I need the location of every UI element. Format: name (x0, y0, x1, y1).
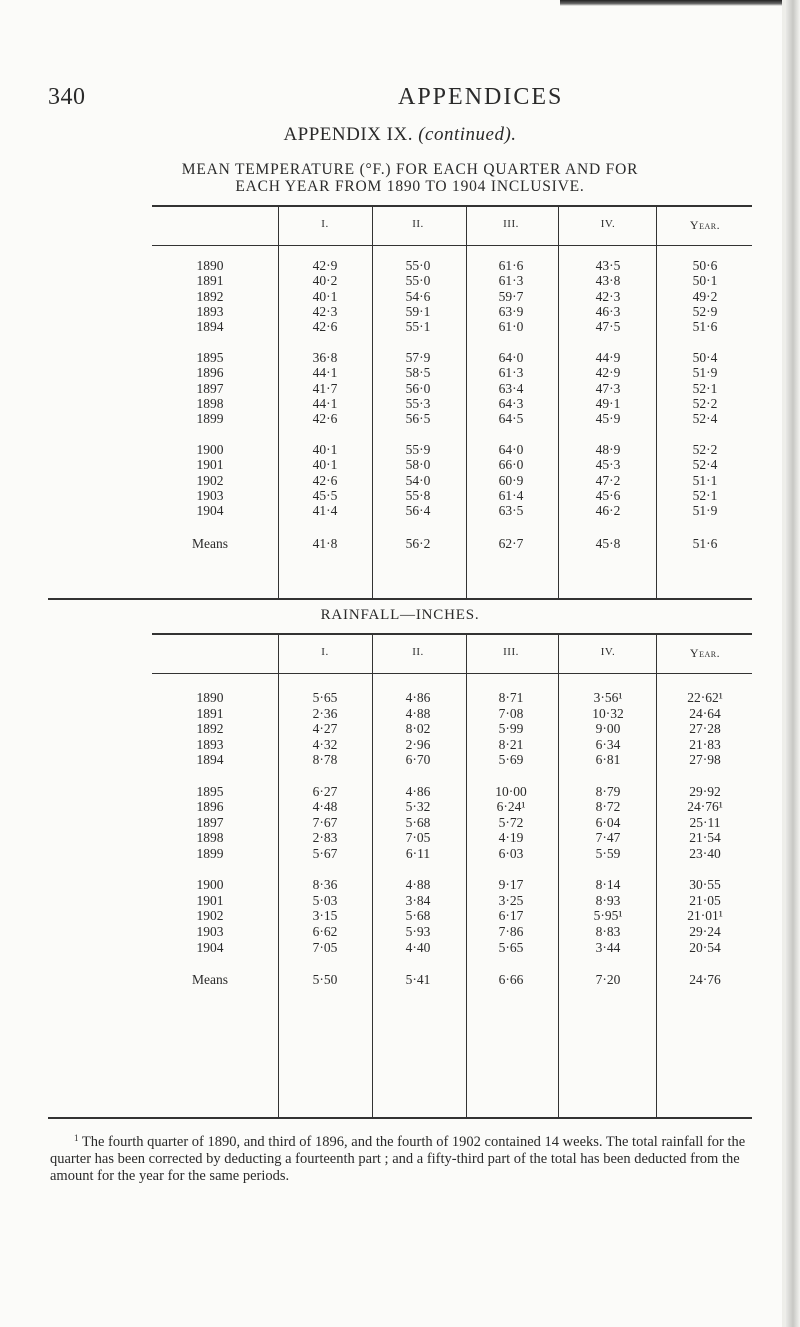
table-cell: 47·5 (595, 319, 621, 335)
row-year: 1891 (196, 705, 224, 721)
table-cell: 5·68 (405, 814, 431, 830)
row-year: 1899 (196, 846, 224, 861)
table-cell: 58·0 (405, 457, 431, 473)
table-cell: 22·62¹ (687, 690, 723, 705)
table-cell: 5·67 (312, 846, 338, 861)
means-cell: 56·2 (405, 535, 431, 551)
table-cell: 64·3 (498, 395, 524, 411)
table-cell: 60·9 (498, 472, 524, 488)
table-cell: 4·19 (498, 830, 524, 846)
row-year: 1902 (196, 908, 224, 924)
row-year: 1894 (196, 752, 224, 768)
table-cell: 49·2 (692, 288, 718, 304)
table-cell: 8·71 (498, 690, 524, 705)
appendix-title-main: APPENDIX IX. (283, 124, 413, 145)
means-cell: 41·8 (312, 535, 338, 551)
table-cell: 41·7 (312, 380, 338, 396)
column-header: IV. (600, 646, 616, 658)
means-cell: 51·6 (692, 535, 718, 551)
table-cell: 40·1 (312, 457, 338, 473)
table-cell: 40·2 (312, 273, 338, 289)
table-cell: 45·9 (595, 411, 621, 427)
table-cell: 51·1 (692, 472, 718, 488)
table-cell: 45·3 (595, 457, 621, 473)
column-header: I. (321, 218, 329, 230)
table-cell: 4·86 (405, 783, 431, 799)
table-cell: 24·64 (689, 705, 721, 721)
table-cell: 45·6 (595, 487, 621, 503)
table-cell: 4·27 (312, 721, 338, 737)
table-cell: 21·05 (689, 892, 721, 908)
table-cell: 21·83 (689, 736, 721, 752)
table-cell: 61·6 (498, 258, 524, 273)
row-year: 1892 (196, 721, 224, 737)
rainfall-heading: RAINFALL—INCHES. (320, 607, 480, 623)
table-cell: 8·93 (595, 892, 621, 908)
table-cell: 3·56¹ (593, 690, 623, 705)
table-cell: 5·68 (405, 908, 431, 924)
table-cell: 5·65 (312, 690, 338, 705)
table-cell: 4·32 (312, 736, 338, 752)
table-cell: 3·15 (312, 908, 338, 924)
table-cell: 45·5 (312, 487, 338, 503)
table-cell: 55·1 (405, 319, 431, 335)
table-cell: 61·4 (498, 487, 524, 503)
table-cell: 5·69 (498, 752, 524, 768)
table-cell: 55·0 (405, 258, 431, 273)
table-cell: 42·6 (312, 472, 338, 488)
row-year: 1897 (196, 380, 224, 396)
table-cell: 10·00 (495, 783, 527, 799)
means-label: Means (192, 972, 228, 988)
table-cell: 4·86 (405, 690, 431, 705)
table-cell: 64·5 (498, 411, 524, 427)
footnote-text: The fourth quarter of 1890, and third of 1896, and the fourth of 1902 contained 14 weeks. The total rainfall for the quarter has been corrected by deducting a fourteenth part ; and a fifty-third part of the total has been deducted from the amount for the year for the same periods. (50, 1134, 746, 1184)
table-cell: 43·8 (595, 273, 621, 289)
row-year: 1904 (196, 939, 224, 955)
table-cell: 5·95¹ (593, 908, 623, 924)
table-cell: 50·6 (692, 258, 718, 273)
table-cell: 3·44 (595, 939, 621, 955)
column-header: IV. (600, 218, 616, 230)
table-cell: 9·00 (595, 721, 621, 737)
scan-shadow (560, 0, 800, 6)
row-year: 1893 (196, 303, 224, 319)
table-cell: 6·62 (312, 924, 338, 939)
table-cell: 6·70 (405, 752, 431, 768)
table-cell: 5·59 (595, 846, 621, 861)
table-cell: 5·93 (405, 924, 431, 939)
means-cell: 62·7 (498, 535, 524, 551)
table-cell: 50·4 (692, 350, 718, 365)
column-header: II. (412, 218, 424, 230)
row-year: 1903 (196, 487, 224, 503)
table-cell: 51·6 (692, 319, 718, 335)
table-cell: 25·11 (689, 814, 721, 830)
table-cell: 55·9 (405, 442, 431, 457)
row-year: 1900 (196, 877, 224, 893)
table-cell: 6·17 (498, 908, 524, 924)
table-cell: 61·3 (498, 273, 524, 289)
table-cell: 64·0 (498, 442, 524, 457)
column-header: II. (412, 646, 424, 658)
table-cell: 4·88 (405, 877, 431, 893)
table-cell: 5·03 (312, 892, 338, 908)
page-header (0, 78, 800, 118)
table-cell: 9·17 (498, 877, 524, 893)
row-year: 1895 (196, 783, 224, 799)
table-header-rule (152, 245, 752, 246)
binding-edge (786, 0, 800, 1327)
table-cell: 61·3 (498, 365, 524, 381)
table-cell: 42·3 (312, 303, 338, 319)
row-year: 1893 (196, 736, 224, 752)
table-cell: 49·1 (595, 395, 621, 411)
table-cell: 46·3 (595, 303, 621, 319)
appendix-title-continued: (continued). (418, 124, 517, 145)
row-year: 1903 (196, 924, 224, 939)
table-cell: 20·54 (689, 939, 721, 955)
column-header: Year. (689, 646, 721, 660)
row-year: 1891 (196, 273, 224, 289)
table-cell: 63·9 (498, 303, 524, 319)
row-year: 1890 (196, 258, 224, 273)
table-cell: 44·1 (312, 365, 338, 381)
column-header: I. (321, 646, 329, 658)
table-cell: 56·0 (405, 380, 431, 396)
table-cell: 8·78 (312, 752, 338, 768)
row-year: 1902 (196, 472, 224, 488)
table-cell: 8·14 (595, 877, 621, 893)
table-cell: 7·08 (498, 705, 524, 721)
table-cell: 52·1 (692, 487, 718, 503)
table-cell: 30·55 (689, 877, 721, 893)
row-year: 1901 (196, 457, 224, 473)
running-title: APPENDICES (398, 84, 564, 110)
row-year: 1901 (196, 892, 224, 908)
row-year: 1896 (196, 799, 224, 815)
table-cell: 42·6 (312, 411, 338, 427)
table-bottom-rule (48, 598, 752, 600)
table-top-rule (152, 633, 752, 635)
table-cell: 51·9 (692, 503, 718, 519)
table-cell: 55·8 (405, 487, 431, 503)
table-cell: 55·0 (405, 273, 431, 289)
table-cell: 63·5 (498, 503, 524, 519)
means-label: Means (192, 535, 228, 551)
row-year: 1897 (196, 814, 224, 830)
table-cell: 42·9 (312, 258, 338, 273)
column-header: III. (503, 646, 519, 658)
table-cell: 2·83 (312, 830, 338, 846)
column-header: III. (503, 218, 519, 230)
table-cell: 6·24¹ (496, 799, 526, 815)
table-cell: 43·5 (595, 258, 621, 273)
table-cell: 5·65 (498, 939, 524, 955)
table-top-rule (152, 205, 752, 207)
table-cell: 6·04 (595, 814, 621, 830)
table-cell: 2·96 (405, 736, 431, 752)
table-cell: 52·2 (692, 395, 718, 411)
table-cell: 5·99 (498, 721, 524, 737)
table-cell: 44·9 (595, 350, 621, 365)
means-cell: 45·8 (595, 535, 621, 551)
table-cell: 59·1 (405, 303, 431, 319)
table-cell: 5·72 (498, 814, 524, 830)
table-cell: 51·9 (692, 365, 718, 381)
table-cell: 50·1 (692, 273, 718, 289)
table-cell: 7·67 (312, 814, 338, 830)
table-cell: 64·0 (498, 350, 524, 365)
table-cell: 29·92 (689, 783, 721, 799)
column-header: Year. (689, 218, 721, 232)
table-cell: 8·83 (595, 924, 621, 939)
page-number: 340 (48, 84, 86, 110)
table-cell: 4·48 (312, 799, 338, 815)
temperature-heading-line1: MEAN TEMPERATURE (°F.) FOR EACH QUARTER AND FOR (181, 161, 639, 178)
table-cell: 6·03 (498, 846, 524, 861)
table-cell: 52·2 (692, 442, 718, 457)
table-cell: 48·9 (595, 442, 621, 457)
table-cell: 2·36 (312, 705, 338, 721)
table-cell: 40·1 (312, 442, 338, 457)
column-divider (558, 633, 559, 1117)
table-cell: 47·3 (595, 380, 621, 396)
table-cell: 7·47 (595, 830, 621, 846)
table-cell: 57·9 (405, 350, 431, 365)
footnote (50, 1130, 762, 1185)
means-cell: 6·66 (498, 972, 524, 988)
table-cell: 66·0 (498, 457, 524, 473)
row-year: 1899 (196, 411, 224, 427)
table-cell: 8·72 (595, 799, 621, 815)
table-cell: 61·0 (498, 319, 524, 335)
table-cell: 59·7 (498, 288, 524, 304)
table-cell: 63·4 (498, 380, 524, 396)
table-cell: 21·01¹ (687, 908, 723, 924)
table-cell: 24·76¹ (687, 799, 723, 815)
table-cell: 8·21 (498, 736, 524, 752)
table-cell: 52·9 (692, 303, 718, 319)
table-cell: 56·4 (405, 503, 431, 519)
table-cell: 6·11 (405, 846, 431, 861)
means-cell: 24·76 (689, 972, 721, 988)
table-cell: 42·9 (595, 365, 621, 381)
row-year: 1895 (196, 350, 224, 365)
table-cell: 5·32 (405, 799, 431, 815)
table-cell: 4·40 (405, 939, 431, 955)
table-cell: 10·32 (592, 705, 624, 721)
row-year: 1892 (196, 288, 224, 304)
column-divider (278, 205, 279, 598)
table-cell: 56·5 (405, 411, 431, 427)
table-cell: 6·34 (595, 736, 621, 752)
table-cell: 23·40 (689, 846, 721, 861)
table-cell: 8·36 (312, 877, 338, 893)
row-year: 1900 (196, 442, 224, 457)
row-year: 1896 (196, 365, 224, 381)
table-cell: 3·84 (405, 892, 431, 908)
table-cell: 40·1 (312, 288, 338, 304)
table-cell: 54·0 (405, 472, 431, 488)
table-cell: 3·25 (498, 892, 524, 908)
table-cell: 44·1 (312, 395, 338, 411)
table-cell: 21·54 (689, 830, 721, 846)
table-cell: 52·4 (692, 457, 718, 473)
table-cell: 6·81 (595, 752, 621, 768)
table-cell: 47·2 (595, 472, 621, 488)
table-cell: 54·6 (405, 288, 431, 304)
row-year: 1894 (196, 319, 224, 335)
table-cell: 52·1 (692, 380, 718, 396)
table-cell: 8·02 (405, 721, 431, 737)
column-divider (558, 205, 559, 598)
appendix-title (0, 124, 800, 146)
table-cell: 8·79 (595, 783, 621, 799)
table-cell: 36·8 (312, 350, 338, 365)
table-cell: 29·24 (689, 924, 721, 939)
temperature-heading-line2: EACH YEAR FROM 1890 TO 1904 INCLUSIVE. (235, 178, 585, 195)
table-cell: 7·05 (312, 939, 338, 955)
table-cell: 4·88 (405, 705, 431, 721)
row-year: 1904 (196, 503, 224, 519)
column-divider (656, 633, 657, 1117)
means-cell: 5·41 (405, 972, 431, 988)
row-year: 1898 (196, 830, 224, 846)
table-cell: 42·6 (312, 319, 338, 335)
table-cell: 55·3 (405, 395, 431, 411)
table-cell: 46·2 (595, 503, 621, 519)
table-cell: 42·3 (595, 288, 621, 304)
row-year: 1890 (196, 690, 224, 705)
table-cell: 6·27 (312, 783, 338, 799)
table-cell: 58·5 (405, 365, 431, 381)
table-cell: 41·4 (312, 503, 338, 519)
table-cell: 7·86 (498, 924, 524, 939)
table-cell: 27·98 (689, 752, 721, 768)
means-cell: 7·20 (595, 972, 621, 988)
table-cell: 27·28 (689, 721, 721, 737)
footnote-marker: 1 (74, 1133, 79, 1143)
table-header-rule (152, 673, 752, 674)
column-divider (278, 633, 279, 1117)
table-cell: 52·4 (692, 411, 718, 427)
table-bottom-rule (48, 1117, 752, 1119)
table-cell: 7·05 (405, 830, 431, 846)
means-cell: 5·50 (312, 972, 338, 988)
column-divider (656, 205, 657, 598)
row-year: 1898 (196, 395, 224, 411)
